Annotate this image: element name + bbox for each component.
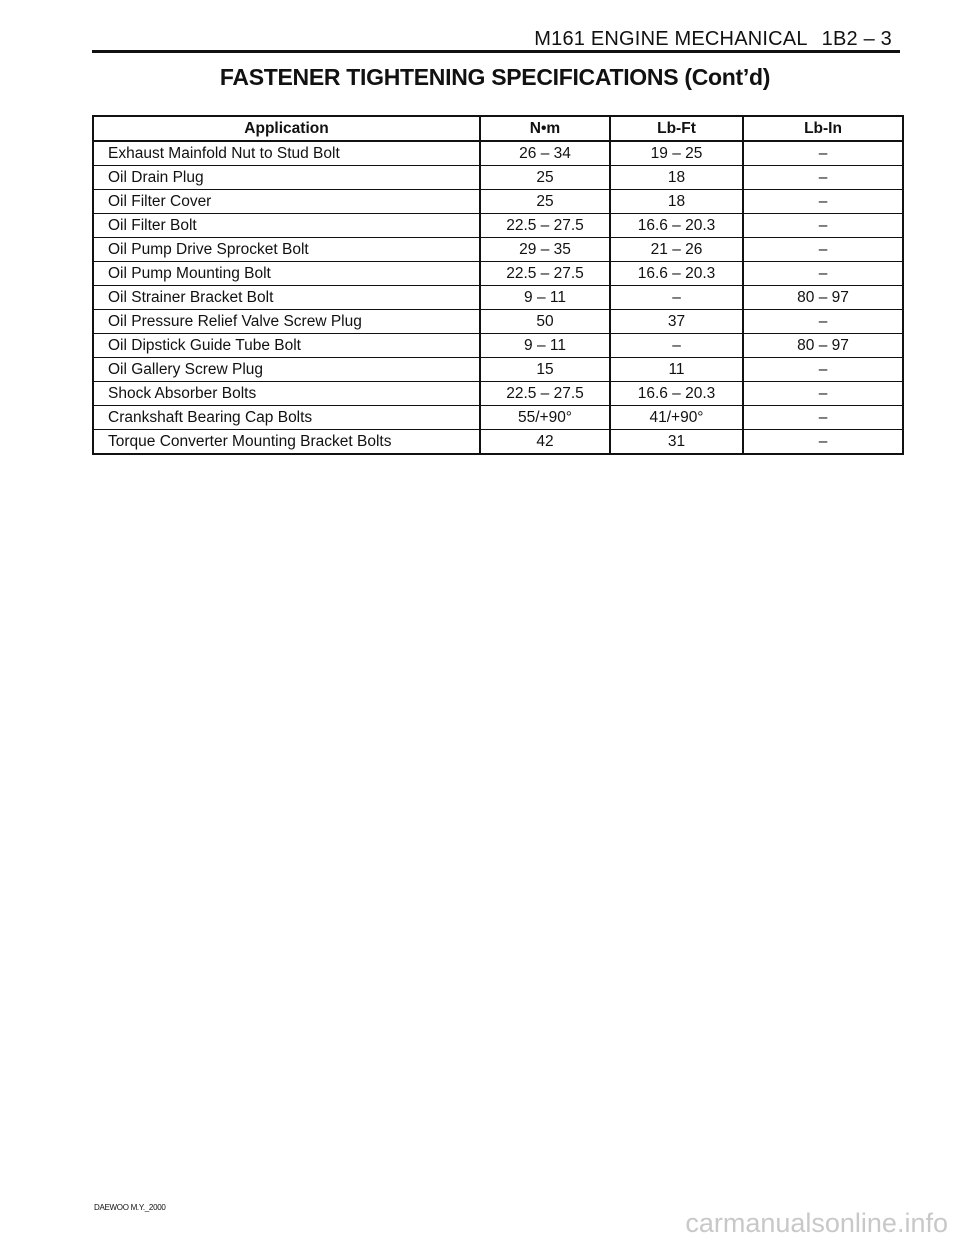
cell-nm: 9 – 11 (480, 286, 610, 310)
table-row (93, 262, 903, 286)
cell-lbft: 21 – 26 (610, 238, 743, 262)
cell-lbft: 18 (610, 190, 743, 214)
cell-lbin: 80 – 97 (743, 286, 903, 310)
cell-nm: 15 (480, 358, 610, 382)
cell-application: Oil Pump Drive Sprocket Bolt (93, 238, 480, 262)
watermark: carmanualsonline.info (685, 1208, 948, 1238)
table-row (93, 358, 903, 382)
page-number: 1B2 – 3 (821, 28, 892, 50)
cell-application: Oil Dipstick Guide Tube Bolt (93, 334, 480, 358)
cell-lbft: 37 (610, 310, 743, 334)
table-row (93, 286, 903, 310)
column-header-lbin: Lb-In (743, 116, 903, 141)
cell-lbin: – (743, 406, 903, 430)
cell-lbin: – (743, 310, 903, 334)
cell-application: Oil Filter Bolt (93, 214, 480, 238)
cell-lbft: 19 – 25 (610, 141, 743, 166)
cell-application: Oil Drain Plug (93, 166, 480, 190)
table-header-row (93, 116, 903, 141)
cell-nm: 22.5 – 27.5 (480, 262, 610, 286)
cell-lbin: – (743, 382, 903, 406)
cell-nm: 25 (480, 166, 610, 190)
footer-brand: DAEWOO M.Y._2000 (94, 1203, 166, 1212)
cell-lbin: – (743, 238, 903, 262)
cell-application: Exhaust Mainfold Nut to Stud Bolt (93, 141, 480, 166)
column-header-application: Application (93, 116, 480, 141)
cell-nm: 55/+90° (480, 406, 610, 430)
cell-lbft: – (610, 334, 743, 358)
cell-nm: 26 – 34 (480, 141, 610, 166)
table-body (93, 141, 903, 454)
table-row (93, 141, 903, 166)
cell-lbin: – (743, 430, 903, 455)
table-row (93, 214, 903, 238)
table-row (93, 310, 903, 334)
table-row (93, 166, 903, 190)
fastener-spec-table (92, 115, 904, 455)
section-title: M161 ENGINE MECHANICAL (534, 28, 808, 50)
cell-lbin: – (743, 358, 903, 382)
cell-lbin: – (743, 166, 903, 190)
cell-lbft: 11 (610, 358, 743, 382)
cell-nm: 22.5 – 27.5 (480, 382, 610, 406)
cell-application: Torque Converter Mounting Bracket Bolts (93, 430, 480, 455)
column-header-nm: N•m (480, 116, 610, 141)
cell-application: Oil Pump Mounting Bolt (93, 262, 480, 286)
cell-lbin: – (743, 141, 903, 166)
cell-application: Oil Gallery Screw Plug (93, 358, 480, 382)
cell-lbin: – (743, 190, 903, 214)
cell-lbft: 18 (610, 166, 743, 190)
column-header-lbft: Lb-Ft (610, 116, 743, 141)
cell-nm: 50 (480, 310, 610, 334)
cell-nm: 29 – 35 (480, 238, 610, 262)
table-row (93, 430, 903, 455)
cell-nm: 9 – 11 (480, 334, 610, 358)
cell-application: Oil Pressure Relief Valve Screw Plug (93, 310, 480, 334)
cell-nm: 25 (480, 190, 610, 214)
cell-nm: 42 (480, 430, 610, 455)
table-row (93, 190, 903, 214)
header-rule (92, 50, 900, 53)
cell-lbft: 16.6 – 20.3 (610, 214, 743, 238)
cell-lbin: – (743, 214, 903, 238)
cell-application: Crankshaft Bearing Cap Bolts (93, 406, 480, 430)
cell-application: Shock Absorber Bolts (93, 382, 480, 406)
cell-application: Oil Filter Cover (93, 190, 480, 214)
cell-lbft: 16.6 – 20.3 (610, 382, 743, 406)
table-row (93, 238, 903, 262)
cell-lbft: 41/+90° (610, 406, 743, 430)
cell-lbin: – (743, 262, 903, 286)
cell-application: Oil Strainer Bracket Bolt (93, 286, 480, 310)
running-head (534, 28, 892, 51)
cell-lbin: 80 – 97 (743, 334, 903, 358)
table-row (93, 406, 903, 430)
cell-nm: 22.5 – 27.5 (480, 214, 610, 238)
cell-lbft: – (610, 286, 743, 310)
table-row (93, 334, 903, 358)
page-title: FASTENER TIGHTENING SPECIFICATIONS (Cont’d) (219, 64, 771, 90)
cell-lbft: 31 (610, 430, 743, 455)
cell-lbft: 16.6 – 20.3 (610, 262, 743, 286)
table-row (93, 382, 903, 406)
